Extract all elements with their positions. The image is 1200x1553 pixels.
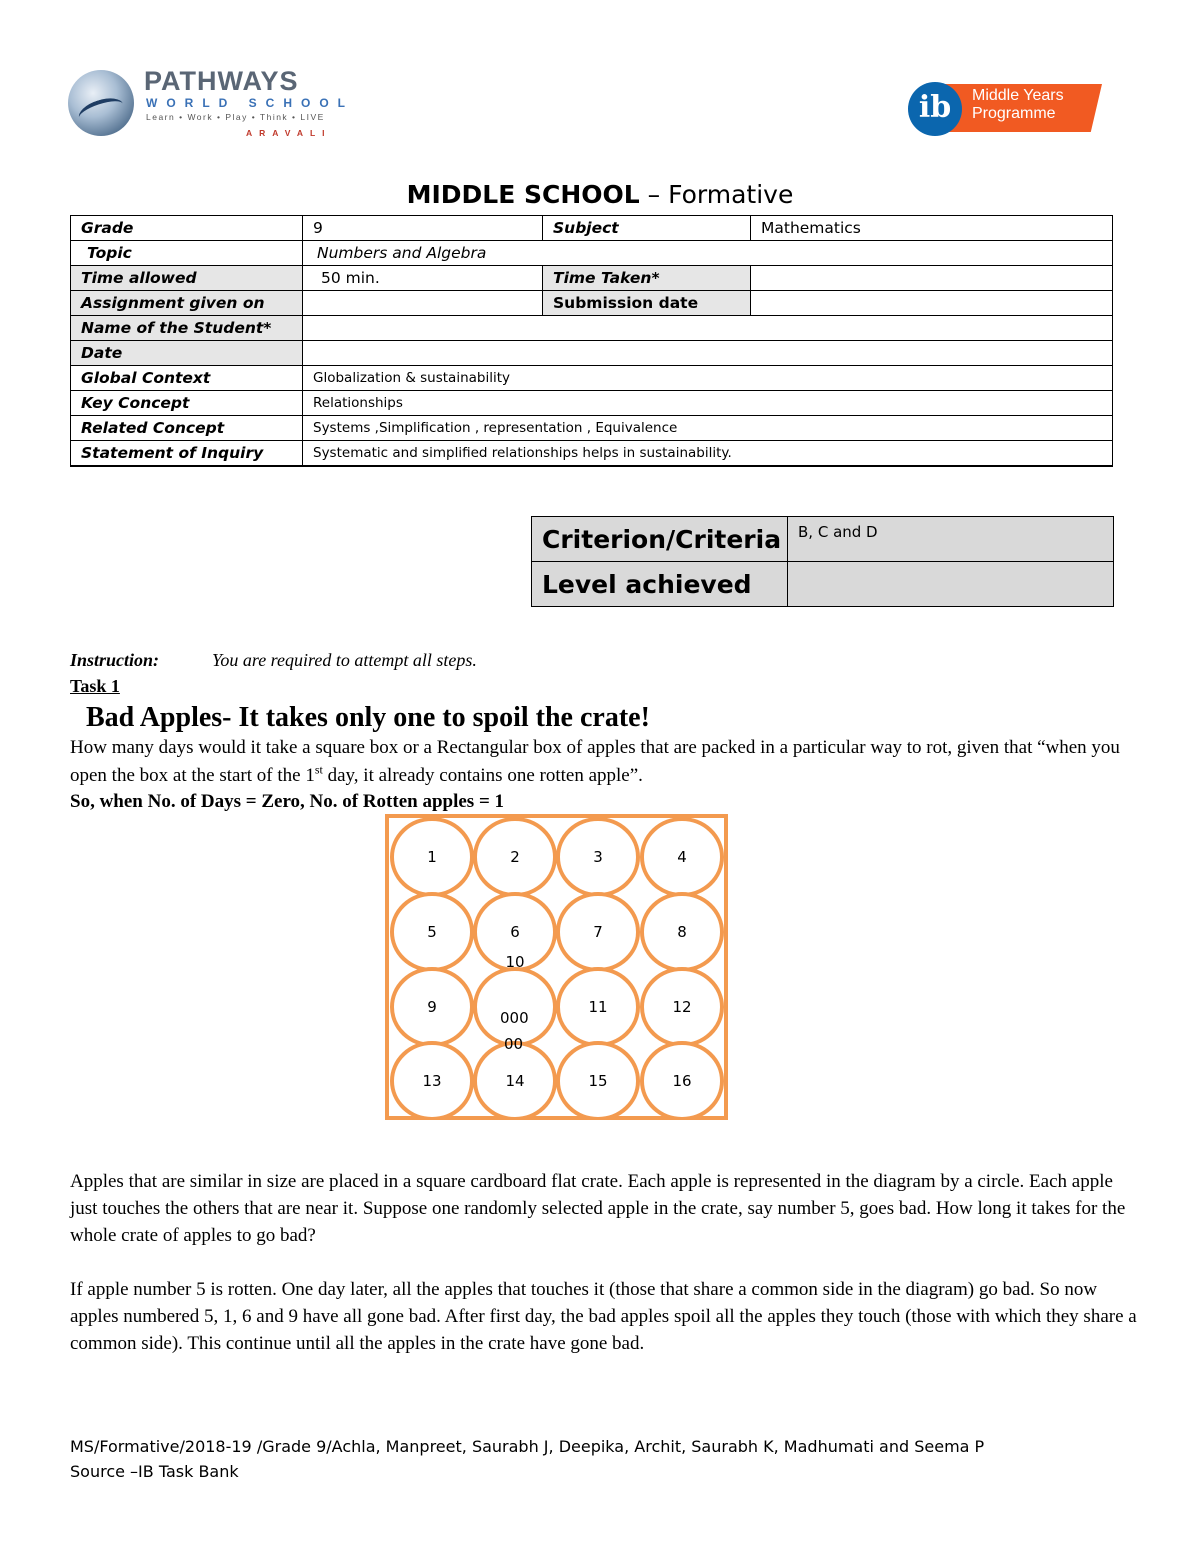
ib-myp-logo xyxy=(908,82,1104,136)
title-rest: – Formative xyxy=(639,180,794,209)
logo-location: ARAVALI xyxy=(246,128,332,138)
topic-label: Topic xyxy=(71,241,303,266)
time-taken-label: Time Taken* xyxy=(543,266,751,291)
subject-value: Mathematics xyxy=(751,216,1113,241)
table-row xyxy=(71,316,1113,341)
apple-label: 2 xyxy=(510,848,520,866)
task-heading: Bad Apples- It takes only one to spoil the crate! xyxy=(86,702,650,733)
intro-superscript: st xyxy=(314,762,323,777)
initial-condition: So, when No. of Days = Zero, No. of Rotten apples = 1 xyxy=(70,791,505,812)
table-row xyxy=(71,341,1113,366)
table-row xyxy=(71,266,1113,291)
title-bold: MIDDLE SCHOOL xyxy=(406,180,640,209)
apple-label: 9 xyxy=(427,998,437,1016)
table-row xyxy=(71,291,1113,316)
related-concept-value: Systems ,Simplification , representation , Equivalence xyxy=(303,416,1113,441)
global-context-label: Global Context xyxy=(71,366,303,391)
instruction xyxy=(70,650,477,671)
table-row xyxy=(71,416,1113,441)
date-value[interactable] xyxy=(303,341,1113,366)
table-row xyxy=(71,241,1113,266)
instruction-text: You are required to attempt all steps. xyxy=(212,650,477,670)
assignment-given-label: Assignment given on xyxy=(71,291,303,316)
apple-label: 15 xyxy=(588,1072,608,1090)
footer-line-2: Source –IB Task Bank xyxy=(70,1462,239,1481)
instruction-label: Instruction: xyxy=(70,650,160,670)
table-row xyxy=(71,441,1113,467)
submission-date-value[interactable] xyxy=(751,291,1113,316)
global-context-value: Globalization & sustainability xyxy=(303,366,1113,391)
apple-label: 14 xyxy=(505,1072,525,1090)
page-title xyxy=(0,180,1200,209)
apple-label: 16 xyxy=(672,1072,692,1090)
level-label: Level achieved xyxy=(532,562,788,607)
logo-title: PATHWAYS xyxy=(144,66,299,96)
time-allowed-label: Time allowed xyxy=(71,266,303,291)
apple-label: 6 xyxy=(510,923,520,941)
assignment-info-table xyxy=(70,215,1113,467)
topic-value: Numbers and Algebra xyxy=(303,241,1113,266)
apple-label: 11 xyxy=(588,998,608,1016)
criteria-table xyxy=(531,516,1114,607)
apple-label: 4 xyxy=(677,848,687,866)
task-intro xyxy=(70,734,1140,790)
key-concept-label: Key Concept xyxy=(71,391,303,416)
table-row xyxy=(71,216,1113,241)
grade-value: 9 xyxy=(303,216,543,241)
table-row xyxy=(71,366,1113,391)
intro-part2: day, it already contains one rotten apple”. xyxy=(322,765,643,786)
time-allowed-value: 50 min. xyxy=(303,266,543,291)
apple-label: 7 xyxy=(593,923,603,941)
time-taken-value[interactable] xyxy=(751,266,1113,291)
date-label: Date xyxy=(71,341,303,366)
task-paragraph-3: If apple number 5 is rotten. One day later, all the apples that touches it (those that share a common side in the diagram) go bad. So now apples numbered 5, 1, 6 and 9 have all gone bad. After first day, the bad apples spoil all the apples they touch (those with which they share a common side). This continue until all the apples in the crate have gone bad. xyxy=(70,1279,1137,1354)
pathways-logo xyxy=(68,66,358,146)
apple-label: 1 xyxy=(427,848,437,866)
overlay-text-2: 00 xyxy=(504,1035,524,1053)
key-concept-value: Relationships xyxy=(303,391,1113,416)
grade-label: Grade xyxy=(71,216,303,241)
apple-circle xyxy=(475,969,555,1045)
apple-label: 13 xyxy=(422,1072,442,1090)
submission-date-label: Submission date xyxy=(543,291,751,316)
subject-label: Subject xyxy=(543,216,751,241)
apple-label: 8 xyxy=(677,923,687,941)
criterion-label: Criterion/Criteria xyxy=(532,517,788,562)
assignment-given-value[interactable] xyxy=(303,291,543,316)
overlay-text-1: 000 xyxy=(500,1009,529,1027)
table-row xyxy=(532,562,1114,607)
criterion-value: B, C and D xyxy=(788,517,1114,562)
apple-label: 3 xyxy=(593,848,603,866)
apple-label: 5 xyxy=(427,923,437,941)
globe-icon xyxy=(68,70,134,136)
student-name-value[interactable] xyxy=(303,316,1113,341)
footer-line-1: MS/Formative/2018-19 /Grade 9/Achla, Manpreet, Saurabh J, Deepika, Archit, Saurabh K, Madhumati and Seema P xyxy=(70,1437,985,1456)
apple-label: 12 xyxy=(672,998,692,1016)
related-concept-label: Related Concept xyxy=(71,416,303,441)
ib-line2: Programme xyxy=(972,105,1056,122)
inquiry-value: Systematic and simplified relationships helps in sustainability. xyxy=(303,441,1113,467)
logo-tagline: Learn • Work • Play • Think • LIVE xyxy=(146,112,325,122)
apple-label: 10 xyxy=(505,953,525,971)
table-row xyxy=(532,517,1114,562)
table-row xyxy=(71,391,1113,416)
student-name-label: Name of the Student* xyxy=(71,316,303,341)
level-value[interactable] xyxy=(788,562,1114,607)
ib-line1: Middle Years xyxy=(972,87,1064,104)
inquiry-label: Statement of Inquiry xyxy=(71,441,303,467)
task-label: Task 1 xyxy=(70,676,120,696)
footer xyxy=(70,1434,984,1484)
apple-crate-diagram xyxy=(385,814,728,1120)
ib-mark: ib xyxy=(908,82,962,136)
task-paragraph-2: Apples that are similar in size are placed in a square cardboard flat crate. Each apple is represented in the diagram by a circle. Each apple just touches the others that are near it. Suppose one randomly selected apple in the crate, say number 5, goes bad. How long it takes for the whole crate of apples to go bad? xyxy=(70,1171,1126,1246)
intro-part1: How many days would it take a square box or a Rectangular box of apples that are packed in a particular way to rot, given that “when you open the box at the start of the 1 xyxy=(70,737,1120,786)
ib-programme-name xyxy=(972,87,1064,123)
logo-subtitle: WORLD SCHOOL xyxy=(146,96,354,110)
